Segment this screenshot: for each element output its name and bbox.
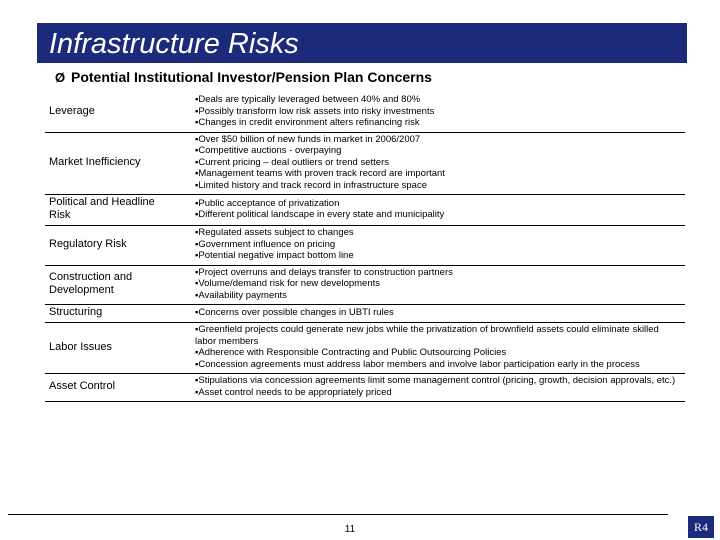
risk-detail-item: ▪Adherence with Responsible Contracting and Public Outsourcing Policies [195, 347, 507, 358]
table-row [45, 374, 685, 402]
page-title: Infrastructure Risks [49, 28, 299, 60]
column-gap [181, 305, 191, 323]
risk-detail-item: ▪Concerns over possible changes in UBTI rules [195, 306, 394, 318]
risk-detail-item: ▪Stipulations via concession agreements limit some management control (pricing, growth, decision approvals, etc.) [195, 375, 676, 386]
table-row [45, 195, 685, 226]
risk-detail-item: ▪Asset control needs to be appropriately priced [195, 386, 392, 398]
column-gap [181, 323, 191, 374]
risk-detail-item: ▪Availability payments [195, 289, 287, 301]
risk-details [191, 323, 685, 374]
risk-details [191, 374, 685, 402]
risk-category: Labor Issues [45, 323, 181, 374]
subtitle-text: Potential Institutional Investor/Pension Plan Concerns [71, 69, 432, 85]
risk-detail-item: ▪Project overruns and delays transfer to construction partners [195, 266, 453, 278]
risk-category: Leverage [45, 93, 181, 132]
column-gap [181, 195, 191, 226]
table-row [45, 226, 685, 266]
risk-details [191, 132, 685, 195]
page-number: 11 [344, 524, 356, 535]
risk-detail-item: ▪Deals are typically leveraged between 40% and 80% [195, 94, 421, 105]
risk-detail-item: ▪Changes in credit environment alters refinancing risk [195, 117, 420, 128]
table-row [45, 305, 685, 323]
risk-detail-item: ▪Over $50 billion of new funds in market in 2006/2007 [195, 133, 421, 145]
arrow-bullet-icon: Ø [55, 70, 66, 85]
subtitle [55, 68, 432, 87]
risk-detail-item: ▪Limited history and track record in infrastructure space [195, 179, 427, 191]
table-row [45, 323, 685, 374]
risk-category: Construction and Development [45, 265, 181, 305]
risk-detail-item: ▪Public acceptance of privatization [195, 197, 340, 209]
risk-detail-item: ▪Management teams with proven track record are important [195, 168, 445, 179]
risk-category: Regulatory Risk [45, 226, 181, 266]
risk-detail-item: ▪Regulated assets subject to changes [195, 227, 354, 238]
risk-detail-item: ▪Government influence on pricing [195, 238, 336, 250]
table-row [45, 132, 685, 195]
risk-detail-item: ▪Competitive auctions - overpaying [195, 145, 342, 156]
risk-category: Market Inefficiency [45, 132, 181, 195]
risk-details [191, 226, 685, 266]
risk-details [191, 195, 685, 226]
risk-category: Structuring [45, 305, 181, 323]
column-gap [181, 93, 191, 132]
risk-detail-item: ▪Concession agreements must address labor members and involve labor participation early in the process [195, 358, 640, 370]
risk-detail-item: ▪Volume/demand risk for new developments [195, 278, 381, 289]
footer-divider [8, 514, 668, 515]
column-gap [181, 265, 191, 305]
logo: R4 [688, 516, 714, 538]
column-gap [181, 226, 191, 266]
table-row [45, 93, 685, 132]
table-row [45, 265, 685, 305]
risk-detail-item: ▪Potential negative impact bottom line [195, 250, 354, 261]
risk-details [191, 93, 685, 132]
risk-detail-item: ▪Possibly transform low risk assets into risky investments [195, 105, 435, 117]
risk-details [191, 265, 685, 305]
column-gap [181, 374, 191, 402]
risk-detail-item: ▪Different political landscape in every state and municipality [195, 209, 445, 220]
risk-category: Political and Headline Risk [45, 195, 181, 226]
risk-details [191, 305, 685, 323]
risk-table [45, 93, 685, 402]
risk-category: Asset Control [45, 374, 181, 402]
risk-detail-item: ▪Current pricing – deal outliers or trend setters [195, 156, 389, 168]
risk-detail-item: ▪Greenfield projects could generate new jobs while the privatization of brownfield assets could eliminate skilled labor members [195, 324, 659, 347]
column-gap [181, 132, 191, 195]
title-bar [37, 23, 687, 63]
